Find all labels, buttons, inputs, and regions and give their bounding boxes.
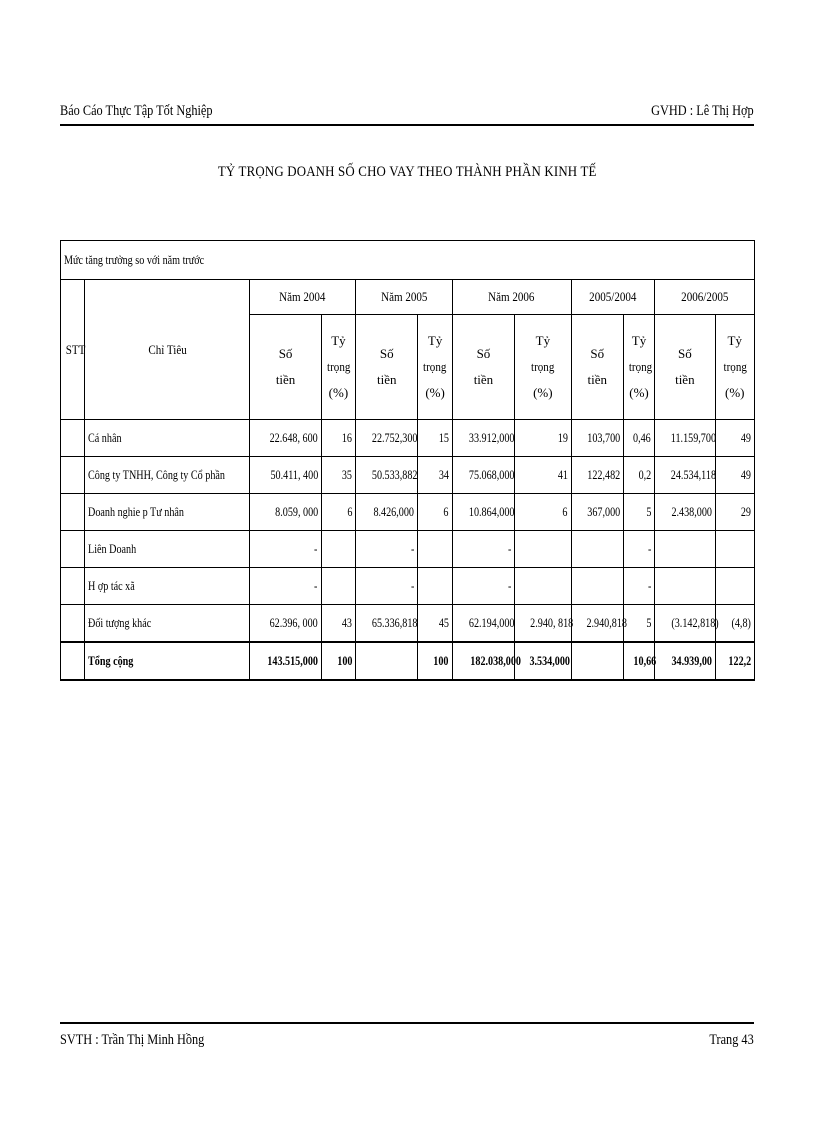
total-row [61,642,755,680]
year-header: Năm 2005 [356,280,453,315]
row-label: Đối tượng khác [85,605,250,643]
cell: 45 [418,605,452,643]
cell: 100 [321,642,355,680]
cell: - [250,531,322,568]
cell: 6 [321,494,355,531]
chitieu-header: Chỉ Tiêu [85,280,250,420]
cell: - [623,568,654,605]
stt-cell [61,568,85,605]
cell: 143.515,000 [250,642,322,680]
cell: 35 [321,457,355,494]
cell [571,642,623,680]
stt-cell [61,605,85,643]
page-title: TỶ TRỌNG DOANH SỐ CHO VAY THEO THÀNH PHẦN KINH TẾ [217,164,597,180]
cell: 8.426,000 [356,494,418,531]
cell: 0,46 [623,420,654,457]
table-row [61,568,755,605]
row-label: Công ty TNHH, Công ty Cổ phần [85,457,250,494]
cell: 41 [515,457,571,494]
cell: 10.864,000 [452,494,514,531]
cell: 103,700 [571,420,623,457]
table-caption: Mức tăng trưởng so với năm trước [61,241,755,280]
cell: 100 [418,642,452,680]
cell: 19 [515,420,571,457]
amount-subheader: Số tiền [250,315,322,420]
cell: 24.534,118 [655,457,715,494]
cell [571,531,623,568]
cell: 2.940, 818 [515,605,571,643]
year-header: Năm 2006 [452,280,571,315]
share-subheader: Tỷ trọng (%) [418,315,452,420]
cell: - [452,568,514,605]
header-rule [60,124,754,126]
cell: 122,482 [571,457,623,494]
cell: 22.752,300 [356,420,418,457]
cell [515,568,571,605]
page-header [60,96,754,120]
cell: - [623,531,654,568]
cell: 367,000 [571,494,623,531]
cell [571,568,623,605]
amount-subheader: Số tiền [356,315,418,420]
table-row [61,457,755,494]
cell: - [452,531,514,568]
cell: - [356,531,418,568]
cell: 16 [321,420,355,457]
cell: 0,2 [623,457,654,494]
cell: 50.533,882 [356,457,418,494]
page-number: Trang 43 [709,1032,754,1048]
cell: 6 [418,494,452,531]
row-label: Liên Doanh [85,531,250,568]
cell: 2.438,000 [655,494,715,531]
cell [321,568,355,605]
year-header: 2006/2005 [655,280,755,315]
cell: 33.912,000 [452,420,514,457]
stt-cell [61,531,85,568]
cell: 11.159,700 [655,420,715,457]
cell: 15 [418,420,452,457]
share-subheader: Tỷ trọng (%) [321,315,355,420]
table-row [61,605,755,643]
cell: 50.411, 400 [250,457,322,494]
student-name: SVTH : Trần Thị Minh Hồng [60,1032,205,1048]
page-footer [60,1032,754,1049]
cell: 75.068,000 [452,457,514,494]
cell: 10,66 [623,642,654,680]
stt-cell [61,642,85,680]
share-subheader: Tỷ trọng (%) [623,315,654,420]
year-header: Năm 2004 [250,280,356,315]
cell [321,531,355,568]
share-subheader: Tỷ trọng (%) [715,315,754,420]
row-label: H ợp tác xã [85,568,250,605]
year-header: 2005/2004 [571,280,655,315]
stt-cell [61,494,85,531]
cell [418,531,452,568]
cell [715,531,754,568]
cell: 5 [623,605,654,643]
cell: 182.038,000 [452,642,514,680]
table-row [61,420,755,457]
cell: 22.648, 600 [250,420,322,457]
cell: 65.336,818 [356,605,418,643]
share-subheader: Tỷ trọng (%) [515,315,571,420]
stt-header: STT [61,280,85,420]
row-label: Doanh nghie p Tư nhân [85,494,250,531]
table-row [61,494,755,531]
table-row [61,531,755,568]
loan-share-table [60,240,755,681]
cell: 5 [623,494,654,531]
cell: 34 [418,457,452,494]
cell: 6 [515,494,571,531]
cell: (3.142,818) [655,605,715,643]
cell: 29 [715,494,754,531]
cell: 3.534,000 [515,642,571,680]
amount-subheader: Số tiền [571,315,623,420]
advisor-name: GVHD : Lê Thị Hợp [651,103,754,119]
row-label: Cá nhân [85,420,250,457]
cell [655,568,715,605]
cell: 2.940,818 [571,605,623,643]
cell: - [356,568,418,605]
cell: 62.194,000 [452,605,514,643]
cell: - [250,568,322,605]
cell [655,531,715,568]
cell: 43 [321,605,355,643]
cell: 49 [715,457,754,494]
cell: 49 [715,420,754,457]
cell: 34.939,00 [655,642,715,680]
cell [356,642,418,680]
report-name: Báo Cáo Thực Tập Tốt Nghiệp [60,103,213,119]
footer-rule [60,1022,754,1024]
amount-subheader: Số tiền [452,315,514,420]
cell: 62.396, 000 [250,605,322,643]
cell [715,568,754,605]
stt-cell [61,457,85,494]
row-label: Tổng cộng [85,642,250,680]
cell: 122,2 [715,642,754,680]
cell [515,531,571,568]
stt-cell [61,420,85,457]
cell: 8.059, 000 [250,494,322,531]
amount-subheader: Số tiền [655,315,715,420]
cell: (4,8) [715,605,754,643]
cell [418,568,452,605]
